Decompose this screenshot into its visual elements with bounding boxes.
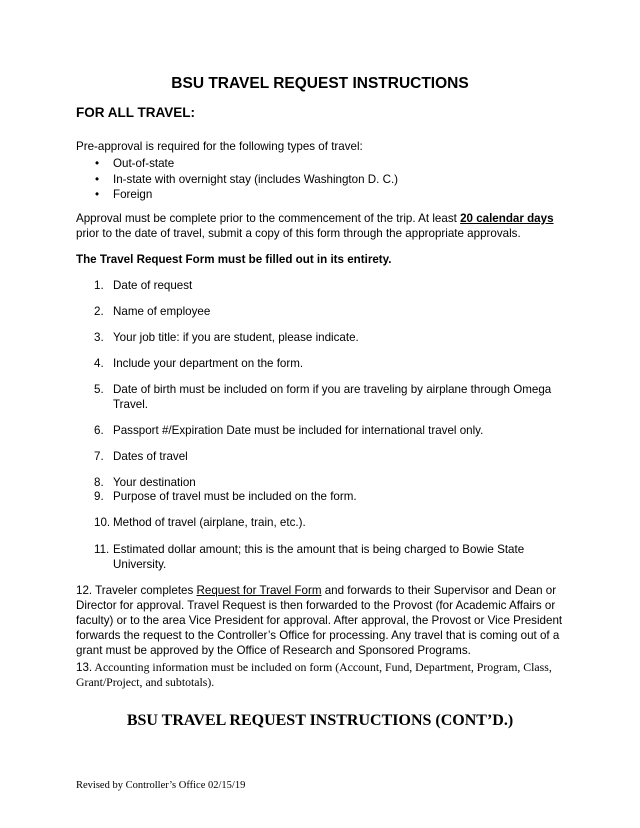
- approval-text-cont: prior to the date of travel, submit a copy of this form through the appropriate approvals.: [76, 227, 521, 240]
- footer-revision-note: Revised by Controller’s Office 02/15/19: [76, 780, 246, 791]
- item-number: 11.: [94, 543, 110, 556]
- item-number: 5.: [94, 383, 104, 396]
- item-number: 3.: [94, 331, 104, 344]
- calendar-days-emphasis: 20 calendar days: [460, 212, 554, 225]
- item-text: Dates of travel: [113, 450, 188, 463]
- list-item: [94, 490, 564, 505]
- list-item: [94, 450, 564, 465]
- item-number: 1.: [94, 279, 104, 292]
- list-item: [94, 383, 564, 412]
- item-number: 2.: [94, 305, 104, 318]
- item-text: Your job title: if you are student, please indicate.: [113, 331, 359, 344]
- list-item: [94, 279, 564, 294]
- continued-title: BSU TRAVEL REQUEST INSTRUCTIONS (CONT’D.): [126, 712, 514, 729]
- form-rule: The Travel Request Form must be filled out in its entirety.: [76, 253, 392, 266]
- item-text: Date of request: [113, 279, 193, 292]
- item-text: Passport #/Expiration Date must be included for international travel only.: [113, 424, 484, 437]
- list-item: [94, 305, 564, 320]
- section-heading: FOR ALL TRAVEL:: [76, 105, 195, 120]
- item-text: Name of employee: [113, 305, 211, 318]
- list-item: [94, 424, 564, 439]
- item-text: Estimated dollar amount; this is the amount that is being charged to Bowie State University.: [113, 543, 525, 571]
- approval-paragraph: [76, 211, 566, 241]
- list-item: [94, 543, 564, 572]
- step-12-prefix: 12. Traveler completes: [76, 584, 197, 597]
- item-number: 8.: [94, 476, 104, 489]
- step-13-text: Accounting information must be included on form (Account, Fund, Department, Program, Class, Grant/Project, and subtotals).: [76, 660, 552, 689]
- step-12-paragraph: [76, 583, 566, 658]
- step-13-number: 13.: [76, 661, 93, 674]
- list-item: • Foreign: [95, 187, 398, 203]
- list-item: • Out-of-state: [95, 156, 398, 172]
- request-for-travel-form-link[interactable]: Request for Travel Form: [196, 584, 322, 597]
- step-13-paragraph: [76, 660, 571, 690]
- item-text: Your destination: [113, 476, 196, 489]
- item-number: 10.: [94, 516, 111, 529]
- item-number: 4.: [94, 357, 104, 370]
- list-item: [94, 331, 564, 346]
- travel-types-list: [95, 156, 398, 203]
- page-title: BSU TRAVEL REQUEST INSTRUCTIONS: [171, 75, 469, 92]
- item-number: 7.: [94, 450, 104, 463]
- item-number: 9.: [94, 490, 104, 503]
- approval-text: Approval must be complete prior to the commencement of the trip. At least: [76, 212, 461, 225]
- list-item: [94, 516, 564, 531]
- step-12-text: and forwards to their Supervisor and Dean or Director for approval. Travel Request is then forwarded to the Provost (for Academic Affairs or faculty) or to the area Vice President for approval. After approval, the Provost or Vice President forwards the request to the Controller’s Office for processing. Any travel that is coming out of a grant must be approved by the Office of Research and Sponsored Programs.: [76, 584, 563, 657]
- item-text: Date of birth must be included on form if you are traveling by airplane through Omega Travel.: [113, 383, 552, 411]
- item-number: 6.: [94, 424, 104, 437]
- item-text: Method of travel (airplane, train, etc.).: [113, 516, 306, 529]
- list-item: [94, 476, 564, 491]
- list-item: • In-state with overnight stay (includes Washington D. C.): [95, 172, 398, 188]
- item-text: Include your department on the form.: [113, 357, 304, 370]
- item-text: Purpose of travel must be included on the form.: [113, 490, 357, 503]
- list-item: [94, 357, 564, 372]
- intro-text: Pre-approval is required for the following types of travel:: [76, 140, 363, 153]
